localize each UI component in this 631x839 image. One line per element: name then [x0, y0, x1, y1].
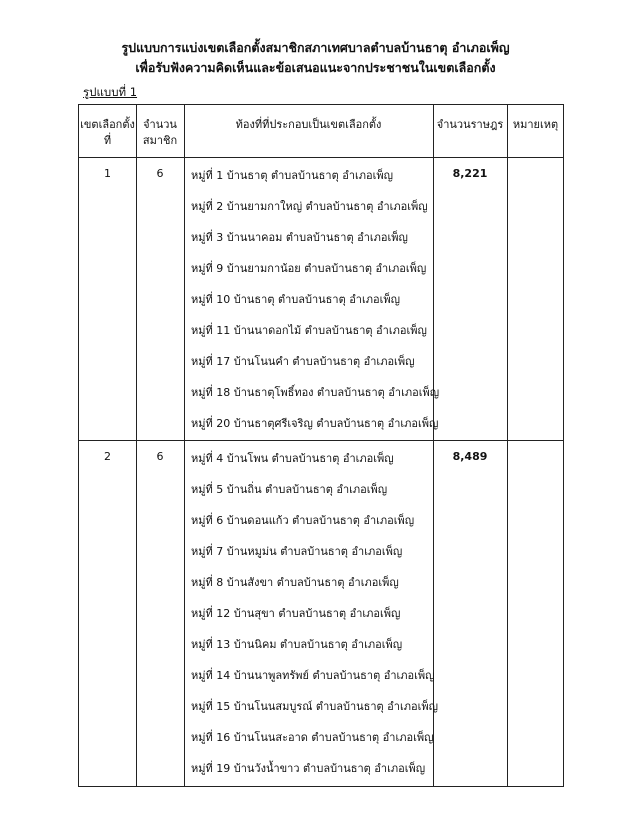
zone-1-population: 8,221: [452, 167, 488, 180]
column-divider: [184, 105, 185, 786]
header-remark: หมายเหตุ: [512, 118, 559, 131]
zone-2-village: หมู่ที่ 13 บ้านนิคม ตำบลบ้านธาตุ อำเภอเพ็ญ: [191, 638, 403, 651]
zone-2-village: หมู่ที่ 14 บ้านนาพูลทรัพย์ ตำบลบ้านธาตุ อำเภอเพ็ญ: [191, 669, 435, 682]
zone-2-population: 8,489: [452, 450, 488, 463]
column-divider: [136, 105, 137, 786]
zone-2-village: หมู่ที่ 12 บ้านสุขา ตำบลบ้านธาตุ อำเภอเพ็ญ: [191, 607, 401, 620]
zone-2-village: หมู่ที่ 7 บ้านหมูม่น ตำบลบ้านธาตุ อำเภอเพ็ญ: [191, 545, 403, 558]
zone-1-village: หมู่ที่ 1 บ้านธาตุ ตำบลบ้านธาตุ อำเภอเพ็ญ: [191, 169, 393, 182]
column-divider: [507, 105, 508, 786]
election-district-table: [78, 104, 564, 787]
zone-2-village: หมู่ที่ 15 บ้านโนนสมบูรณ์ ตำบลบ้านธาตุ อำเภอเพ็ญ: [191, 700, 438, 713]
zone-2-village: หมู่ที่ 4 บ้านโพน ตำบลบ้านธาตุ อำเภอเพ็ญ: [191, 452, 394, 465]
zone-2-village: หมู่ที่ 6 บ้านดอนแก้ว ตำบลบ้านธาตุ อำเภอเพ็ญ: [191, 514, 415, 527]
zone-divider: [79, 440, 563, 441]
zone-1-village: หมู่ที่ 11 บ้านนาดอกไม้ ตำบลบ้านธาตุ อำเภอเพ็ญ: [191, 324, 427, 337]
zone-2-village: หมู่ที่ 16 บ้านโนนสะอาด ตำบลบ้านธาตุ อำเภอเพ็ญ: [191, 731, 434, 744]
document-title-line2: เพื่อรับฟังความคิดเห็นและข้อเสนอแนะจากประชาชนในเขตเลือกตั้ง: [135, 60, 496, 75]
zone-1-village: หมู่ที่ 18 บ้านธาตุโพธิ์ทอง ตำบลบ้านธาตุ อำเภอเพ็ญ: [191, 386, 440, 399]
header-members: จำนวน สมาชิก: [142, 118, 178, 147]
header-population: จำนวนราษฎร: [436, 118, 504, 131]
zone-2-village: หมู่ที่ 5 บ้านถิ่น ตำบลบ้านธาตุ อำเภอเพ็ญ: [191, 483, 388, 496]
zone-1-village: หมู่ที่ 17 บ้านโนนคำ ตำบลบ้านธาตุ อำเภอเพ็ญ: [191, 355, 415, 368]
zone-1-district: 1: [104, 167, 111, 180]
pattern-label: รูปแบบที่ 1: [83, 85, 138, 99]
zone-2-district: 2: [104, 450, 111, 463]
zone-2-village: หมู่ที่ 19 บ้านวังน้ำขาว ตำบลบ้านธาตุ อำเภอเพ็ญ: [191, 762, 426, 775]
zone-1-village: หมู่ที่ 2 บ้านยามกาใหญ่ ตำบลบ้านธาตุ อำเภอเพ็ญ: [191, 200, 428, 213]
header-divider: [79, 157, 563, 158]
zone-2-members: 6: [156, 450, 164, 463]
zone-1-village: หมู่ที่ 9 บ้านยามกาน้อย ตำบลบ้านธาตุ อำเภอเพ็ญ: [191, 262, 427, 275]
zone-2-village: หมู่ที่ 8 บ้านสังขา ตำบลบ้านธาตุ อำเภอเพ็ญ: [191, 576, 399, 589]
zone-1-village: หมู่ที่ 10 บ้านธาตุ ตำบลบ้านธาตุ อำเภอเพ็ญ: [191, 293, 400, 306]
document-title-line1: รูปแบบการแบ่งเขตเลือกตั้งสมาชิกสภาเทศบาลตำบลบ้านธาตุ อำเภอเพ็ญ: [121, 40, 510, 55]
zone-1-village: หมู่ที่ 20 บ้านธาตุศรีเจริญ ตำบลบ้านธาตุ อำเภอเพ็ญ: [191, 417, 439, 430]
zone-1-village: หมู่ที่ 3 บ้านนาคอม ตำบลบ้านธาตุ อำเภอเพ็ญ: [191, 231, 408, 244]
zone-1-members: 6: [156, 167, 164, 180]
header-area: ท้องที่ที่ประกอบเป็นเขตเลือกตั้ง: [235, 118, 382, 131]
header-district: เขตเลือกตั้ง ที่: [80, 118, 135, 147]
